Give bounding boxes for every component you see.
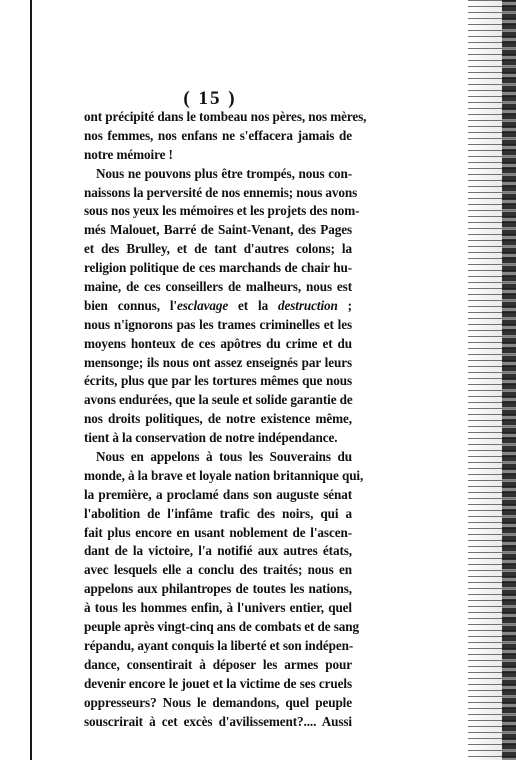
text-line: més Malouet, Barré de Saint-Venant, des Pages: [84, 222, 352, 238]
text-line: mensonge; ils nous ont assez enseignés par leurs: [84, 354, 352, 370]
text-run: ;: [337, 297, 352, 313]
page-number: ( 15 ): [183, 88, 237, 109]
text-line: répandu, ayant conquis la liberté et son indépen-: [84, 637, 354, 653]
italic-word: esclavage: [176, 297, 229, 313]
page-edge-stripe: [502, 0, 516, 760]
text-line: Nous en appelons à tous les Souverains du: [96, 449, 352, 465]
text-line: religion politique de ces marchands de chair hu-: [84, 260, 352, 276]
page-binding-edge: [30, 0, 32, 760]
text-line: peuple après vingt-cinq ans de combats et de sang: [84, 619, 359, 635]
italic-word: destruction: [278, 297, 338, 313]
text-line: nous n'ignorons pas les trames criminelles et les: [84, 316, 352, 332]
left-margin: [0, 0, 30, 760]
text-line: sous nos yeux les mémoires et les projets des nom-: [84, 203, 360, 219]
text-line: l'abolition de l'infâme trafic des noirs, qui a: [84, 505, 352, 521]
text-line: écrits, plus que par les tortures mêmes que nous: [84, 373, 352, 389]
text-line: nos droits politiques, de notre existence même,: [84, 411, 352, 427]
text-line: nos femmes, nos enfans ne s'effacera jamais de: [84, 127, 352, 143]
text-line: dance, consentirait à déposer les armes pour: [84, 656, 352, 672]
text-line: souscrirait à cet excès d'avilissement?.... Aussi: [84, 713, 352, 729]
text-line: monde, à la brave et loyale nation britannique qui,: [84, 467, 364, 483]
text-line: la première, a proclamé dans son auguste sénat: [84, 486, 352, 502]
text-line: avec lesquels elle a conclu des traités; nous en: [84, 562, 352, 578]
text-line: appelons aux philantropes de toutes les nations,: [84, 581, 352, 597]
text-line: dant de la victoire, l'a notifié aux autres états,: [84, 543, 352, 559]
text-line: devenir encore le jouet et la victime de ses cruels: [84, 675, 352, 691]
text-line: moyens honteux de ces apôtres du crime et du: [84, 335, 352, 351]
text-line: avons endurées, que la seule et solide garantie de: [84, 392, 353, 408]
text-line: [84, 297, 352, 316]
text-run: bien connus, l': [84, 297, 177, 313]
body-text: [84, 108, 367, 731]
text-line: oppresseurs? Nous le demandons, quel peuple: [84, 694, 352, 710]
text-line: tient à la conservation de notre indépendance.: [84, 430, 338, 446]
text-line: et des Brulley, et de tant d'autres colons; la: [84, 241, 352, 257]
text-line: ont précipité dans le tombeau nos pères, nos mères,: [84, 109, 367, 124]
text-line: fait plus encore en usant noblement de l'ascen-: [84, 524, 352, 540]
text-line: à tous les hommes enfin, à l'univers entier, quel: [84, 600, 352, 616]
text-line: Nous ne pouvons plus être trompés, nous con-: [96, 165, 352, 181]
text-line: naissons la perversité de nos ennemis; nous avons: [84, 184, 358, 200]
text-line: maine, de ces conseillers de malheurs, nous est: [84, 279, 352, 295]
text-line: notre mémoire !: [84, 146, 173, 162]
text-run: et la: [228, 297, 279, 313]
